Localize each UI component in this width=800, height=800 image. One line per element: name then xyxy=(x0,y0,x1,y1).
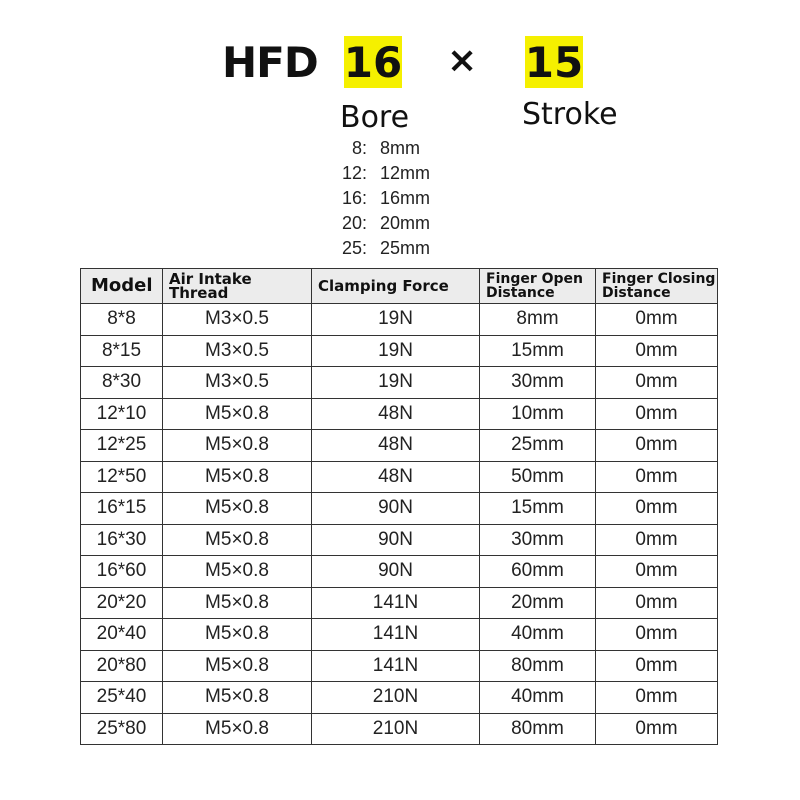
cell-close: 0mm xyxy=(596,430,718,462)
times-symbol: × xyxy=(447,40,478,81)
cell-thread: M5×0.8 xyxy=(163,619,312,651)
cell-force: 210N xyxy=(312,682,480,714)
cell-model: 25*40 xyxy=(81,682,163,714)
header-finger-closing-distance: Finger Closing Distance xyxy=(596,269,718,304)
model-code-header xyxy=(0,36,800,92)
cell-model: 8*30 xyxy=(81,367,163,399)
cell-thread: M3×0.5 xyxy=(163,367,312,399)
cell-open: 40mm xyxy=(480,682,596,714)
cell-force: 141N xyxy=(312,619,480,651)
cell-force: 141N xyxy=(312,650,480,682)
table-row xyxy=(81,524,718,556)
cell-thread: M5×0.8 xyxy=(163,461,312,493)
bore-option: 16 : 16mm xyxy=(341,188,431,208)
cell-open: 15mm xyxy=(480,493,596,525)
cell-open: 50mm xyxy=(480,461,596,493)
table-row xyxy=(81,682,718,714)
cell-model: 16*15 xyxy=(81,493,163,525)
cell-close: 0mm xyxy=(596,556,718,588)
cell-force: 19N xyxy=(312,367,480,399)
cell-model: 20*40 xyxy=(81,619,163,651)
cell-thread: M5×0.8 xyxy=(163,682,312,714)
cell-open: 60mm xyxy=(480,556,596,588)
table-row xyxy=(81,335,718,367)
cell-model: 25*80 xyxy=(81,713,163,745)
cell-open: 8mm xyxy=(480,304,596,336)
cell-close: 0mm xyxy=(596,367,718,399)
cell-close: 0mm xyxy=(596,524,718,556)
cell-close: 0mm xyxy=(596,398,718,430)
bore-option: 20 : 20mm xyxy=(341,213,431,233)
header-model: Model xyxy=(81,269,163,304)
bore-option: 8 : 8mm xyxy=(351,138,420,158)
header-finger-open-distance: Finger Open Distance xyxy=(480,269,596,304)
cell-close: 0mm xyxy=(596,335,718,367)
cell-open: 20mm xyxy=(480,587,596,619)
cell-thread: M5×0.8 xyxy=(163,556,312,588)
cell-close: 0mm xyxy=(596,713,718,745)
cell-model: 8*8 xyxy=(81,304,163,336)
spec-table xyxy=(80,268,718,745)
cell-open: 80mm xyxy=(480,713,596,745)
bore-option: 12 : 12mm xyxy=(341,163,431,183)
cell-thread: M5×0.8 xyxy=(163,398,312,430)
cell-force: 19N xyxy=(312,335,480,367)
table-row xyxy=(81,493,718,525)
cell-force: 141N xyxy=(312,587,480,619)
cell-model: 12*10 xyxy=(81,398,163,430)
cell-force: 210N xyxy=(312,713,480,745)
cell-open: 30mm xyxy=(480,367,596,399)
stroke-caption: Stroke xyxy=(522,97,618,132)
bore-value-badge: 16 xyxy=(343,37,403,87)
bore-option: 25 : 25mm xyxy=(341,238,431,258)
cell-open: 30mm xyxy=(480,524,596,556)
cell-close: 0mm xyxy=(596,619,718,651)
header-clamping-force: Clamping Force xyxy=(312,269,480,304)
cell-thread: M3×0.5 xyxy=(163,304,312,336)
cell-thread: M3×0.5 xyxy=(163,335,312,367)
cell-model: 16*60 xyxy=(81,556,163,588)
table-row xyxy=(81,713,718,745)
cell-open: 25mm xyxy=(480,430,596,462)
table-row xyxy=(81,556,718,588)
table-row xyxy=(81,461,718,493)
cell-open: 80mm xyxy=(480,650,596,682)
table-row xyxy=(81,650,718,682)
cell-force: 90N xyxy=(312,524,480,556)
cell-force: 48N xyxy=(312,398,480,430)
cell-force: 19N xyxy=(312,304,480,336)
table-row xyxy=(81,398,718,430)
cell-close: 0mm xyxy=(596,493,718,525)
cell-model: 12*25 xyxy=(81,430,163,462)
model-code-prefix: HFD xyxy=(222,38,318,87)
cell-force: 48N xyxy=(312,430,480,462)
cell-open: 15mm xyxy=(480,335,596,367)
table-row xyxy=(81,304,718,336)
cell-close: 0mm xyxy=(596,587,718,619)
cell-close: 0mm xyxy=(596,304,718,336)
bore-options-list xyxy=(322,136,430,261)
cell-close: 0mm xyxy=(596,461,718,493)
cell-thread: M5×0.8 xyxy=(163,713,312,745)
cell-force: 90N xyxy=(312,493,480,525)
table-row xyxy=(81,430,718,462)
cell-model: 8*15 xyxy=(81,335,163,367)
table-row xyxy=(81,619,718,651)
cell-open: 10mm xyxy=(480,398,596,430)
cell-model: 20*20 xyxy=(81,587,163,619)
cell-force: 48N xyxy=(312,461,480,493)
cell-close: 0mm xyxy=(596,682,718,714)
bore-caption: Bore xyxy=(340,100,410,135)
cell-model: 16*30 xyxy=(81,524,163,556)
cell-force: 90N xyxy=(312,556,480,588)
cell-thread: M5×0.8 xyxy=(163,493,312,525)
cell-thread: M5×0.8 xyxy=(163,587,312,619)
cell-model: 12*50 xyxy=(81,461,163,493)
table-row xyxy=(81,587,718,619)
table-header-row xyxy=(81,269,718,304)
cell-open: 40mm xyxy=(480,619,596,651)
cell-thread: M5×0.8 xyxy=(163,650,312,682)
stroke-value-badge: 15 xyxy=(524,37,584,87)
cell-thread: M5×0.8 xyxy=(163,524,312,556)
cell-thread: M5×0.8 xyxy=(163,430,312,462)
cell-model: 20*80 xyxy=(81,650,163,682)
cell-close: 0mm xyxy=(596,650,718,682)
header-air-intake-thread: Air Intake Thread xyxy=(163,269,312,304)
table-row xyxy=(81,367,718,399)
